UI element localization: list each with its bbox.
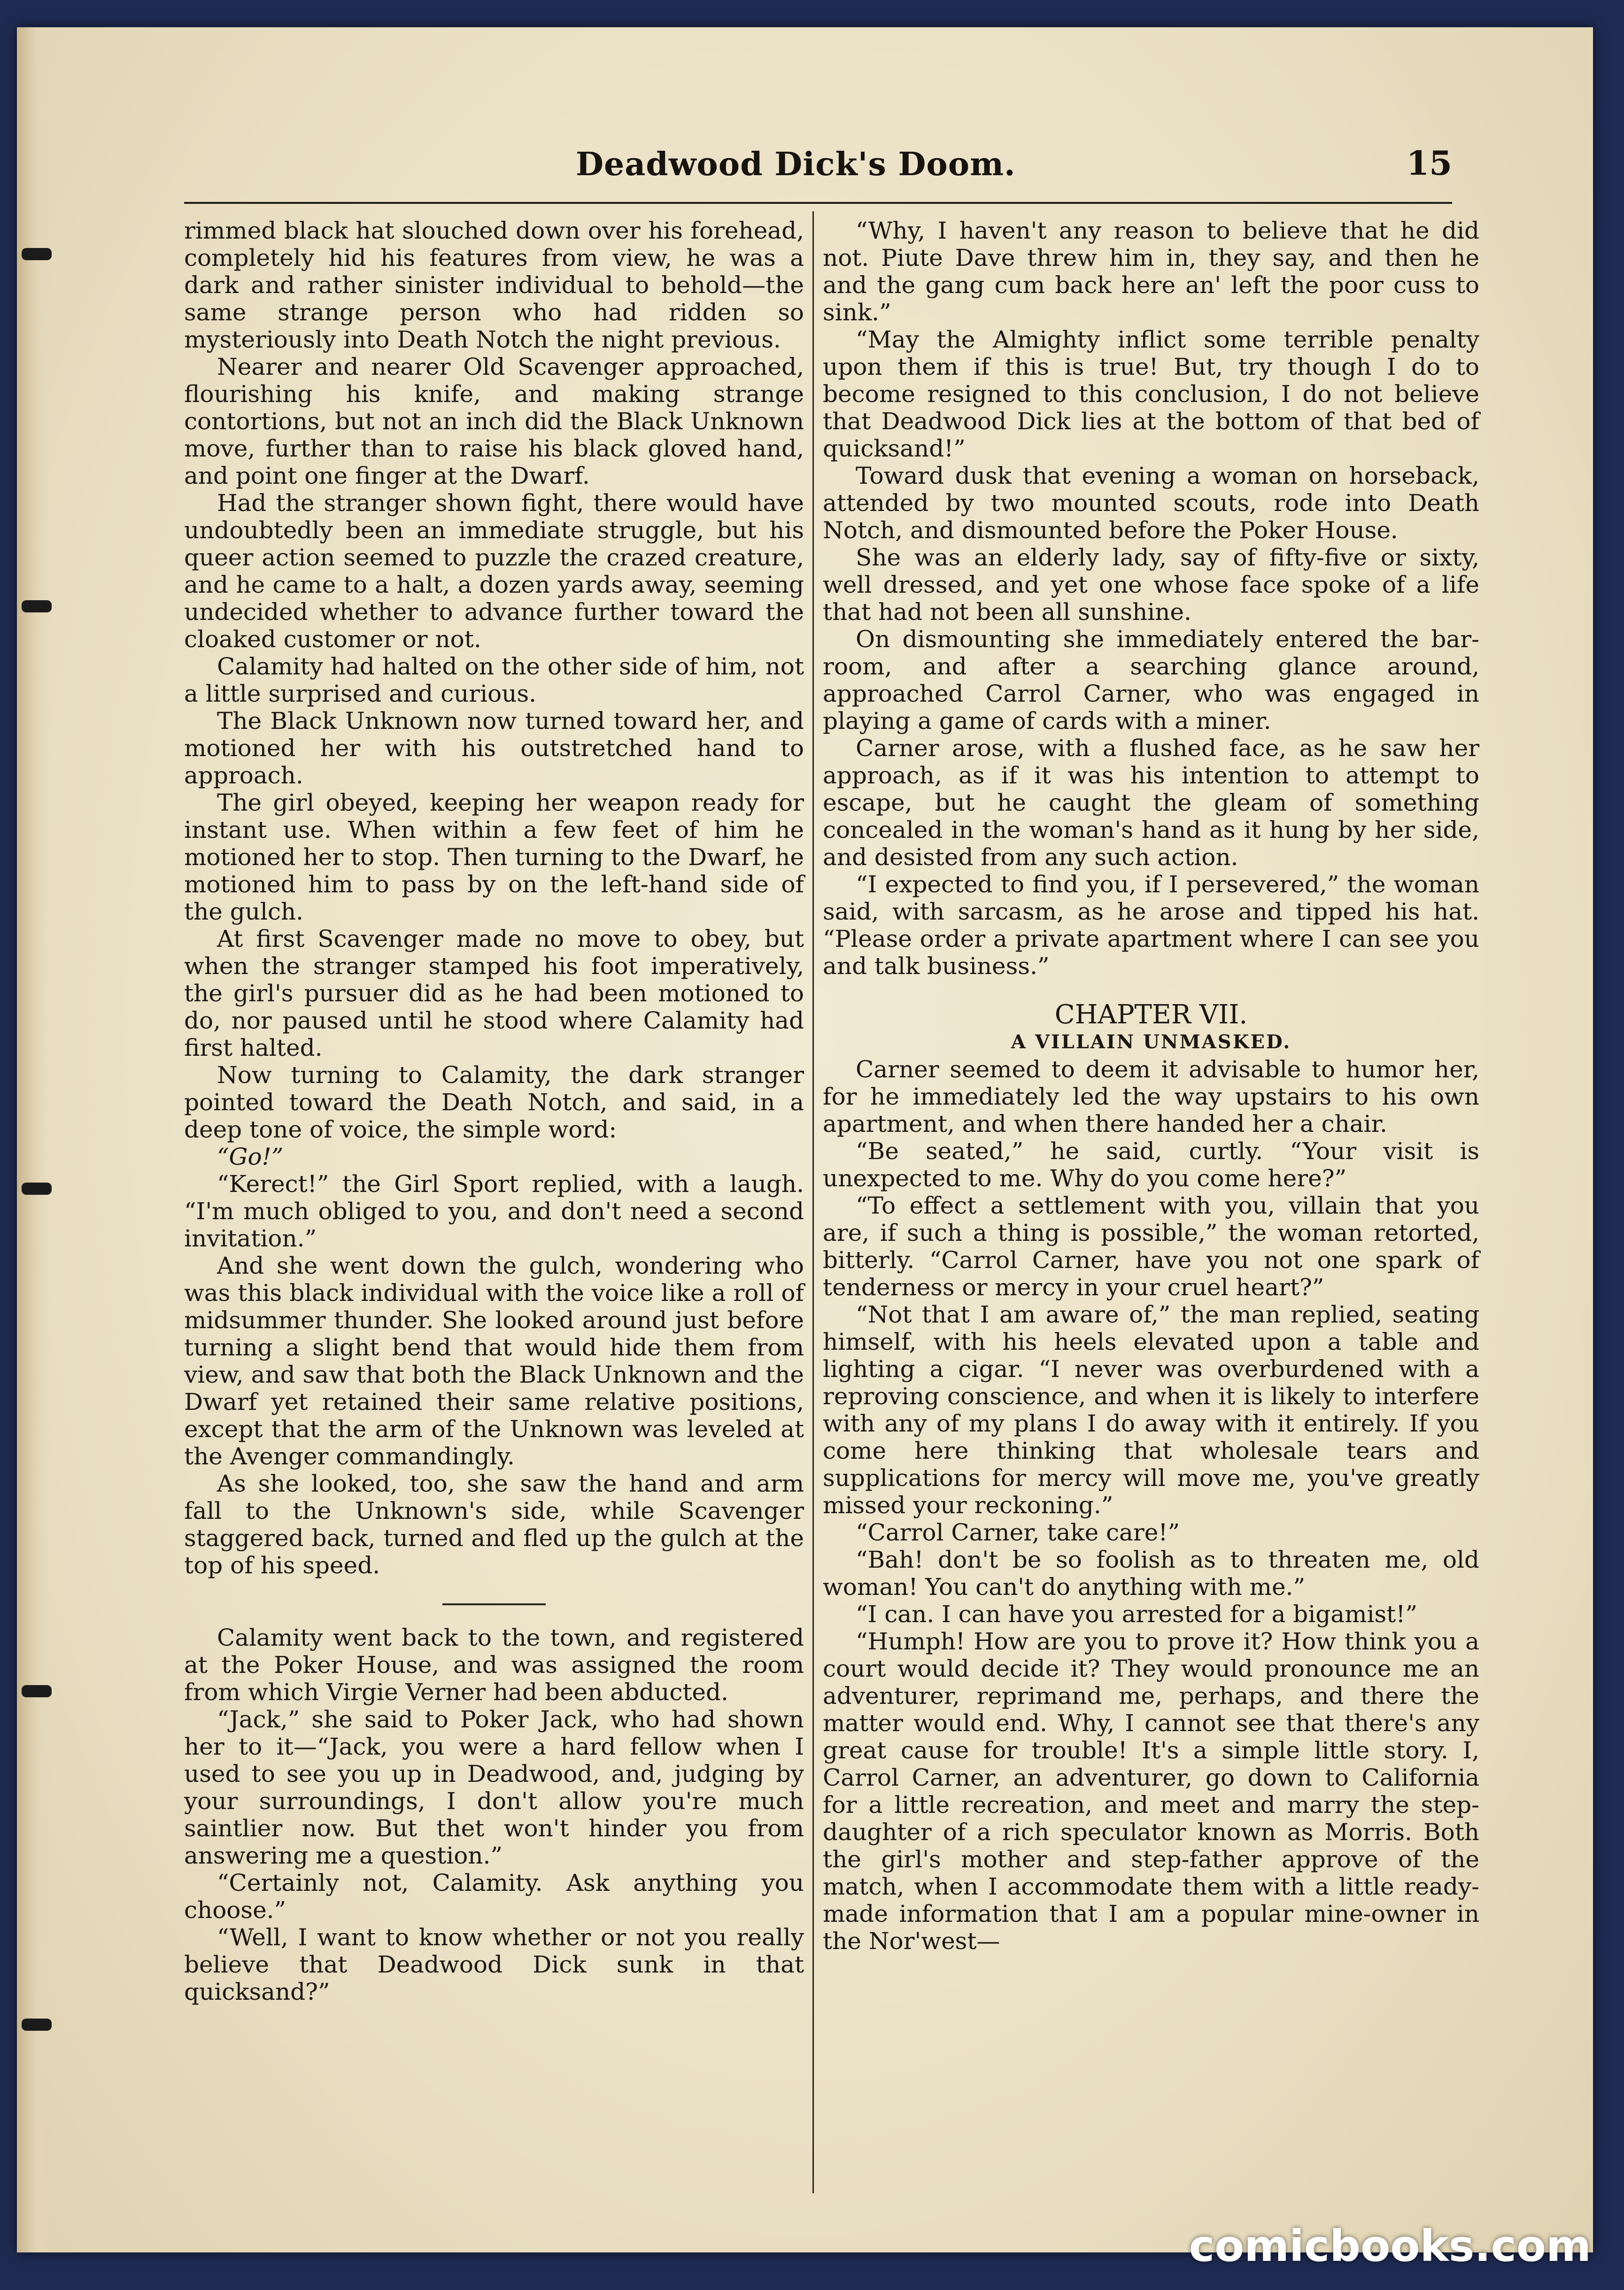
paragraph: “I expected to find you, if I persevered,” the woman said, with sarcasm, as he arose and tipped his hat. “Please order a private apartment where I can see you and talk business.” bbox=[823, 871, 1479, 980]
running-head: Deadwood Dick's Doom. bbox=[576, 146, 1016, 183]
paragraph: “Bah! don't be so foolish as to threaten me, old woman! You can't do anything with me.” bbox=[823, 1546, 1479, 1601]
paragraph: “Jack,” she said to Poker Jack, who had shown her to it—“Jack, you were a hard fellow when I used to see you up in Deadwood, and, judging by your surroundings, I don't allow you're much saintlier now. But thet won't hinder you from answering me a question.” bbox=[184, 1706, 804, 1869]
column-divider bbox=[812, 211, 814, 2193]
paragraph: Had the stranger shown fight, there would have undoubtedly been an immediate struggle, but his queer action seemed to puzzle the crazed creature, and he came to a halt, a dozen yards away, seeming undecided whether to advance further toward the cloaked customer or not. bbox=[184, 489, 804, 653]
paragraph: The girl obeyed, keeping her weapon ready for instant use. When within a few feet of him he motioned her to stop. Then turning to the Dwarf, he motioned him to pass by on the left-hand side of the gulch. bbox=[184, 789, 804, 925]
section-break-rule bbox=[442, 1603, 546, 1605]
paragraph: “Why, I haven't any reason to believe that he did not. Piute Dave threw him in, they say, and then he and the gang cum back here an' left the poor cuss to sink.” bbox=[823, 217, 1479, 326]
paragraph: Toward dusk that evening a woman on horseback, attended by two mounted scouts, rode into Death Notch, and dismounted before the Poker House. bbox=[823, 462, 1479, 544]
paragraph: “Humph! How are you to prove it? How think you a court would decide it? They would pronounce me an adventurer, reprimand me, perhaps, and there the matter would end. Why, I cannot see that there's any great cause for trouble! It's a simple little story. I, Carrol Carner, an adventurer, go down to California for a little recreation, and meet and marry the step-daughter of a rich speculator known as Morris. Both the girl's mother and step-father approve of the match, when I accommodate them with a little ready-made information that I am a popular mine-owner in the Nor'west— bbox=[823, 1628, 1479, 1955]
staple bbox=[22, 600, 52, 612]
paragraph: “Not that I am aware of,” the man replied, seating himself, with his heels elevated upon a table and lighting a cigar. “I never was overburdened with a reproving conscience, and when it is likely to interfere with any of my plans I do away with it entirely. If you come here thinking that wholesale tears and supplications for mercy will move me, you've greatly missed your reckoning.” bbox=[823, 1301, 1479, 1519]
staple bbox=[22, 2019, 52, 2031]
paragraph: Calamity went back to the town, and registered at the Poker House, and was assigned the room from which Virgie Verner had been abducted. bbox=[184, 1624, 804, 1706]
paragraph: “May the Almighty inflict some terrible penalty upon them if this is true! But, try though I do to become resigned to this conclusion, I do not believe that Deadwood Dick lies at the bottom of that bed of quicksand!” bbox=[823, 326, 1479, 462]
staple bbox=[22, 1685, 52, 1697]
paragraph: “To effect a settlement with you, villain that you are, if such a thing is possible,” the woman retorted, bitterly. “Carrol Carner, have you not one spark of tenderness or mercy in your cruel heart?” bbox=[823, 1192, 1479, 1301]
paragraph: At first Scavenger made no move to obey, but when the stranger stamped his foot imperatively, the girl's pursuer did as he had been motioned to do, nor paused until he stood where Calamity had first halted. bbox=[184, 925, 804, 1061]
paragraph: She was an elderly lady, say of fifty-five or sixty, well dressed, and yet one whose face spoke of a life that had not been all sunshine. bbox=[823, 544, 1479, 626]
header-rule bbox=[184, 202, 1452, 204]
chapter-title: CHAPTER VII. bbox=[1054, 999, 1248, 1030]
paragraph: Carner arose, with a flushed face, as he saw her approach, as if it was his intention to attempt to escape, but he caught the gleam of something concealed in the woman's hand as it hung by her side, and desisted from any such action. bbox=[823, 735, 1479, 871]
paragraph: Carner seemed to deem it advisable to humor her, for he immediately led the way upstairs to his own apartment, and when there handed her a chair. bbox=[823, 1056, 1479, 1137]
paragraph: And she went down the gulch, wondering who was this black individual with the voice like a roll of midsummer thunder. She looked around just before turning a slight bend that would hide them from view, and saw that both the Black Unknown and the Dwarf yet retained their same relative positions, except that the arm of the Unknown was leveled at the Avenger commandingly. bbox=[184, 1252, 804, 1470]
paragraph: “Well, I want to know whether or not you really believe that Deadwood Dick sunk in that quicksand?” bbox=[184, 1924, 804, 2005]
paragraph: The Black Unknown now turned toward her, and motioned her with his outstretched hand to approach. bbox=[184, 707, 804, 789]
paragraph: On dismounting she immediately entered the bar-room, and after a searching glance around, approached Carrol Carner, who was engaged in playing a game of cards with a miner. bbox=[823, 626, 1479, 735]
paragraph: Nearer and nearer Old Scavenger approached, flourishing his knife, and making strange contortions, but not an inch did the Black Unknown move, further than to raise his black gloved hand, and point one finger at the Dwarf. bbox=[184, 353, 804, 489]
page-number: 15 bbox=[1406, 144, 1452, 183]
magazine-page bbox=[17, 27, 1593, 2252]
paragraph: Now turning to Calamity, the dark stranger pointed toward the Death Notch, and said, in a deep tone of voice, the simple word: bbox=[184, 1061, 804, 1143]
paragraph: “Go!” bbox=[217, 1143, 284, 1170]
paragraph: “I can. I can have you arrested for a bigamist!” bbox=[856, 1601, 1417, 1628]
paragraph: rimmed black hat slouched down over his forehead, completely hid his features from view, he was a dark and rather sinister individual to behold—the same strange person who had ridden so mysteriously into Death Notch the night previous. bbox=[184, 217, 804, 353]
paragraph: “Kerect!” the Girl Sport replied, with a laugh. “I'm much obliged to you, and don't need a second invitation.” bbox=[184, 1170, 804, 1252]
watermark-logo: comicbooks.com bbox=[1189, 2221, 1591, 2271]
chapter-subtitle: A VILLAIN UNMASKED. bbox=[1011, 1031, 1291, 1053]
paragraph: “Carrol Carner, take care!” bbox=[856, 1519, 1180, 1546]
paragraph: Calamity had halted on the other side of him, not a little surprised and curious. bbox=[184, 653, 804, 707]
paragraph: “Certainly not, Calamity. Ask anything you choose.” bbox=[184, 1869, 804, 1924]
left-column bbox=[184, 217, 804, 2005]
paragraph: As she looked, too, she saw the hand and arm fall to the Unknown's side, while Scavenger staggered back, turned and fled up the gulch at the top of his speed. bbox=[184, 1470, 804, 1579]
binding-edge bbox=[17, 27, 50, 2252]
right-column bbox=[823, 217, 1479, 1955]
staple bbox=[22, 248, 52, 260]
paragraph: “Be seated,” he said, curtly. “Your visit is unexpected to me. Why do you come here?” bbox=[823, 1137, 1479, 1192]
staple bbox=[22, 1183, 52, 1195]
